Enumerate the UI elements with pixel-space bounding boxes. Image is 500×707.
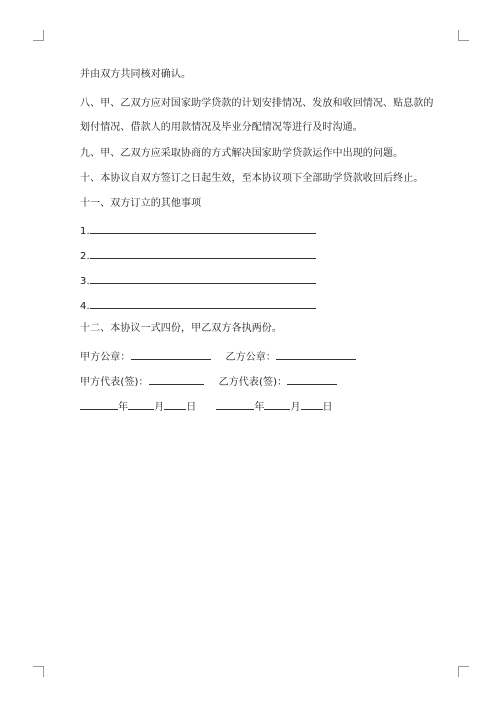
month-blank-b — [264, 399, 290, 410]
blank-line — [90, 223, 316, 234]
day-blank-a — [164, 399, 186, 410]
clause-12: 十二、本协议一式四份，甲乙双方各执两份。 — [80, 323, 282, 334]
day-blank-b — [301, 399, 323, 410]
crop-mark-bottom-left — [33, 666, 44, 677]
date-row — [80, 399, 333, 414]
other-item-1 — [80, 223, 316, 238]
month-label-a: 月 — [154, 402, 165, 413]
blank-line — [90, 273, 316, 284]
year-label-b: 年 — [254, 402, 265, 413]
clause-9: 九、甲、乙双方应采取协商的方式解决国家助学贷款运作中出现的问题。 — [80, 148, 404, 159]
clause-10: 十、本协议自双方签订之日起生效，至本协议项下全部助学贷款收回后终止。 — [80, 173, 424, 184]
party-b-rep-blank — [287, 374, 337, 385]
day-label-a: 日 — [186, 402, 197, 413]
representative-row — [80, 374, 337, 389]
party-b-rep-label: 乙方代表(签)： — [218, 377, 288, 388]
party-b-seal-label: 乙方公章： — [225, 352, 276, 363]
month-label-b: 月 — [290, 402, 301, 413]
year-label-a: 年 — [118, 402, 129, 413]
party-a-seal-blank — [131, 349, 211, 360]
item-number: 4. — [80, 301, 90, 312]
clause-11-heading: 十一、双方订立的其他事项 — [80, 198, 202, 209]
other-item-3 — [80, 273, 316, 288]
year-blank-b — [216, 399, 254, 410]
party-a-rep-label: 甲方代表(签)： — [80, 377, 149, 388]
year-blank-a — [80, 399, 118, 410]
party-a-rep-blank — [149, 374, 204, 385]
item-number: 3. — [80, 276, 90, 287]
party-a-seal-label: 甲方公章： — [80, 352, 131, 363]
day-label-b: 日 — [322, 402, 333, 413]
party-b-seal-blank — [276, 349, 356, 360]
blank-line — [90, 248, 316, 259]
clause-8-line-1: 八、甲、乙双方应对国家助学贷款的计划安排情况、发放和收回情况、贴息款的 — [80, 98, 434, 109]
paragraph-continuation: 并由双方共同核对确认。 — [80, 69, 192, 80]
month-blank-a — [128, 399, 154, 410]
other-item-4 — [80, 298, 316, 313]
crop-mark-top-left — [33, 30, 44, 41]
other-item-2 — [80, 248, 316, 263]
crop-mark-top-right — [458, 30, 469, 41]
blank-line — [90, 298, 316, 309]
item-number: 2. — [80, 251, 90, 262]
item-number: 1. — [80, 226, 90, 237]
clause-8-line-2: 划付情况、借款人的用款情况及毕业分配情况等进行及时沟通。 — [80, 122, 363, 133]
crop-mark-bottom-right — [458, 666, 469, 677]
seal-row — [80, 349, 356, 364]
